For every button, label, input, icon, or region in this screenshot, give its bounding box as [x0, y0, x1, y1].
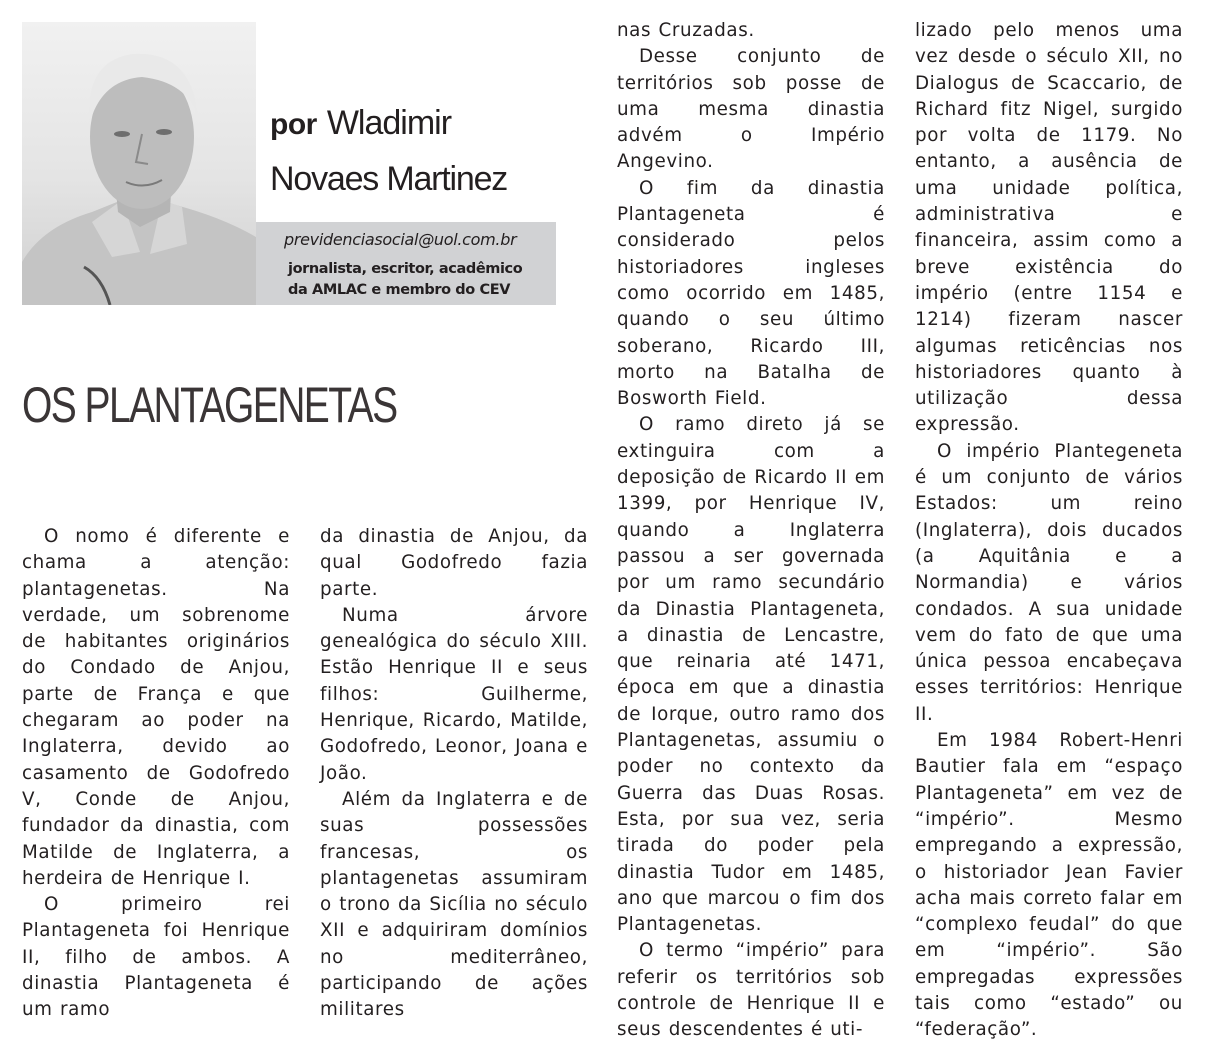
- paragraph: nas Cruzadas.: [617, 20, 755, 41]
- author-photo: [22, 22, 256, 305]
- paragraph: Em 1984 Robert-Henri Bautier fala em “espaço Plantageneta” em vez de “império”. Mesmo empregando a expressão, o historiador Jean Favier acha mais correto falar em “complexo feudal” do que em “império”. São empregadas expressões tais como “estado” ou “federação”.: [915, 730, 1183, 1041]
- author-info-box: [256, 222, 556, 305]
- article-column-3: [617, 18, 885, 1044]
- paragraph: O império Plantegeneta é um conjunto de vários Estados: um reino (Inglaterra), dois ducados (a Aquitânia e a Normandia) e vários condados. A sua unidade vem do fato de que uma única pessoa encabeçava esses territórios: Henrique II.: [915, 440, 1183, 725]
- paragraph: O nomo é diferente e chama a atenção: plantagenetas. Na verdade, um sobrenome de habitantes originários do Condado de Anjou, parte de França e que chegaram ao poder na Inglaterra, devido ao casamento de Godofredo V, Conde de Anjou, fundador da dinastia, com Matilde de Inglaterra, a herdeira de Henrique I.: [22, 526, 290, 889]
- paragraph: O termo “império” para referir os territórios sob controle de Henrique II e seus descendentes é uti-: [617, 940, 885, 1041]
- paragraph: lizado pelo menos uma vez desde o século XII, no Dialogus de Scaccario, de Richard fitz Nigel, surgido por volta de 1179. No entanto, a ausência de uma unidade política, administrativa e financeira, assim como a breve existência do império (entre 1154 e 1214) fizeram nascer algumas reticências nos historiadores quanto à utilização dessa expressão.: [915, 20, 1183, 436]
- paragraph: Além da Inglaterra e de suas possessões francesas, os plantagenetas assumiram o trono da Sicília no século XII e adquiriram domínios no mediterrâneo, participando de ações militares: [320, 788, 588, 1021]
- article-column-2: [320, 524, 588, 1024]
- paragraph: O primeiro rei Plantageneta foi Henrique II, filho de ambos. A dinastia Plantageneta é um ramo: [22, 894, 290, 1021]
- article-column-4: [915, 18, 1183, 1044]
- paragraph: Desse conjunto de territórios sob posse de uma mesma dinastia advém o Império Angevino.: [617, 46, 885, 173]
- author-role-line-1: jornalista, escritor, acadêmico: [288, 261, 523, 277]
- paragraph: Numa árvore genealógica do século XIII. Estão Henrique II e seus filhos: Guilherme, Henrique, Ricardo, Matilde, Godofredo, Leonor, Joana e João.: [320, 604, 588, 784]
- author-portrait-icon: [22, 22, 256, 305]
- by-label: por: [270, 108, 317, 141]
- article-title: OS PLANTAGENETAS: [22, 377, 397, 433]
- author-email[interactable]: previdenciasocial@uol.com.br: [284, 230, 517, 249]
- article-column-1: [22, 524, 290, 1024]
- paragraph: O ramo direto já se extinguira com a deposição de Ricardo II em 1399, por Henrique IV, quando a Inglaterra passou a ser governada por um ramo secundário da Dinastia Plantageneta, a dinastia de Lencastre, que reinaria até 1471, época em que a dinastia de Iorque, outro ramo dos Plantagenetas, assumiu o poder no contexto da Guerra das Duas Rosas. Esta, por sua vez, seria tirada do poder pela dinastia Tudor em 1485, ano que marcou o fim dos Plantagenetas.: [617, 414, 885, 936]
- author-role-line-2: da AMLAC e membro do CEV: [288, 282, 511, 298]
- author-last-name: Novaes Martinez: [270, 160, 508, 198]
- paragraph: O fim da dinastia Plantageneta é considerado pelos historiadores ingleses como ocorrido em 1485, quando o seu último soberano, Ricardo III, morto na Batalha de Bosworth Field.: [617, 177, 885, 410]
- author-role: [288, 259, 522, 301]
- paragraph: da dinastia de Anjou, da qual Godofredo fazia parte.: [320, 526, 588, 600]
- author-byline: [270, 98, 507, 204]
- author-first-name: Wladimir: [326, 104, 452, 142]
